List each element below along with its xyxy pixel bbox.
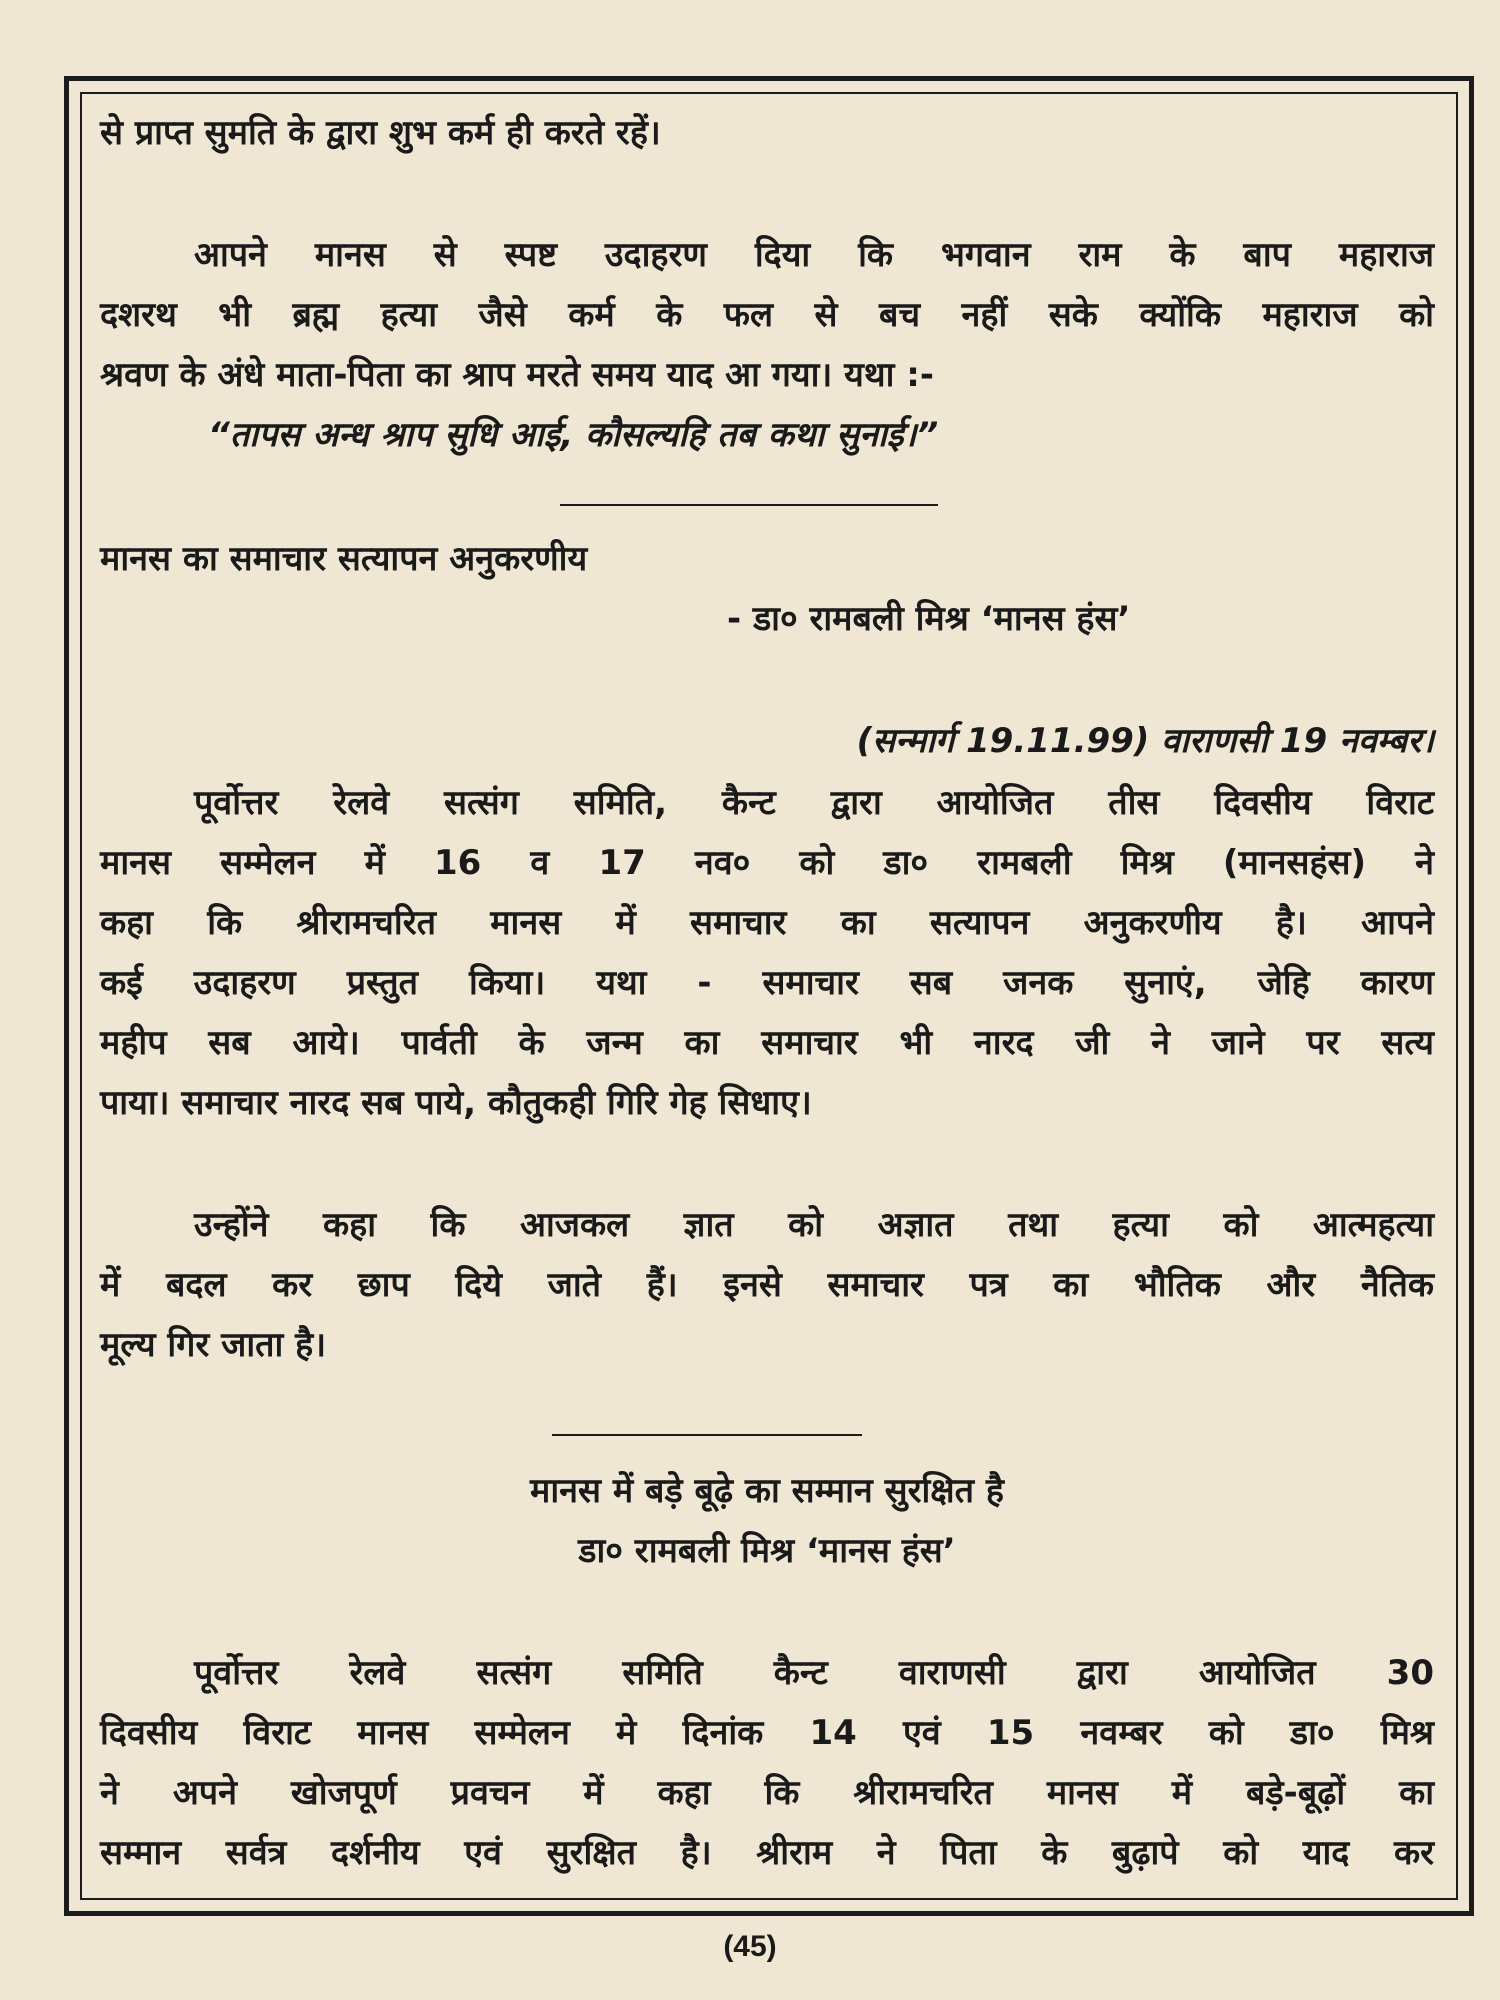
byline: - डा० रामबली मिश्र ‘मानस हंस’ xyxy=(727,599,1131,639)
paragraph-line: पूर्वोत्तर रेलवे सत्संग समिति, कैन्ट द्वारा आयोजित तीस दिवसीय विराट xyxy=(194,783,1434,823)
section-heading: मानस में बड़े बूढ़े का सम्मान सुरक्षित है xyxy=(530,1471,1004,1511)
paragraph-line: दिवसीय विराट मानस सम्मेलन मे दिनांक 14 एवं 15 नवम्बर को डा० मिश्र xyxy=(100,1713,1434,1753)
paragraph-line: में बदल कर छाप दिये जाते हैं। इनसे समाचार पत्र का भौतिक और नैतिक xyxy=(100,1265,1434,1305)
section-divider xyxy=(560,504,938,506)
page-number: (45) xyxy=(723,1930,777,1963)
paragraph-line: कई उदाहरण प्रस्तुत किया। यथा - समाचार सब जनक सुनाएं, जेहि कारण xyxy=(100,963,1434,1003)
paragraph-line: आपने मानस से स्पष्ट उदाहरण दिया कि भगवान राम के बाप महाराज xyxy=(194,235,1434,275)
section-heading: मानस का समाचार सत्यापन अनुकरणीय xyxy=(100,539,588,579)
paragraph-line: दशरथ भी ब्रह्म हत्या जैसे कर्म के फल से बच नहीं सके क्योंकि महाराज को xyxy=(100,295,1434,335)
paragraph-line: सम्मान सर्वत्र दर्शनीय एवं सुरक्षित है। श्रीराम ने पिता के बुढ़ापे को याद कर xyxy=(100,1833,1434,1873)
quote-line: “तापस अन्ध श्राप सुधि आई, कौसल्यहि तब कथा सुनाई।” xyxy=(208,415,939,455)
paragraph-line: कहा कि श्रीरामचरित मानस में समाचार का सत्यापन अनुकरणीय है। आपने xyxy=(100,903,1434,943)
paragraph-line: उन्होंने कहा कि आजकल ज्ञात को अज्ञात तथा हत्या को आत्महत्या xyxy=(194,1205,1434,1245)
page-border-inner xyxy=(80,92,1458,1900)
paragraph-line: महीप सब आये। पार्वती के जन्म का समाचार भी नारद जी ने जाने पर सत्य xyxy=(100,1023,1434,1063)
byline: डा० रामबली मिश्र ‘मानस हंस’ xyxy=(578,1531,956,1571)
text-line: से प्राप्त सुमति के द्वारा शुभ कर्म ही करते रहें। xyxy=(100,113,661,153)
paragraph-line: पाया। समाचार नारद सब पाये, कौतुकही गिरि गेह सिधाए। xyxy=(100,1083,812,1123)
paragraph-line: मानस सम्मेलन में 16 व 17 नव० को डा० रामबली मिश्र (मानसहंस) ने xyxy=(100,843,1434,883)
paragraph-line: पूर्वोत्तर रेलवे सत्संग समिति कैन्ट वाराणसी द्वारा आयोजित 30 xyxy=(194,1653,1434,1693)
paragraph-line: श्रवण के अंधे माता-पिता का श्राप मरते समय याद आ गया। यथा :- xyxy=(100,355,934,395)
paragraph-line: मूल्य गिर जाता है। xyxy=(100,1325,327,1365)
source-line: (सन्मार्ग 19.11.99) वाराणसी 19 नवम्बर। xyxy=(856,721,1434,761)
section-divider xyxy=(552,1434,862,1436)
paragraph-line: ने अपने खोजपूर्ण प्रवचन में कहा कि श्रीरामचरित मानस में बड़े-बूढ़ों का xyxy=(100,1773,1434,1813)
